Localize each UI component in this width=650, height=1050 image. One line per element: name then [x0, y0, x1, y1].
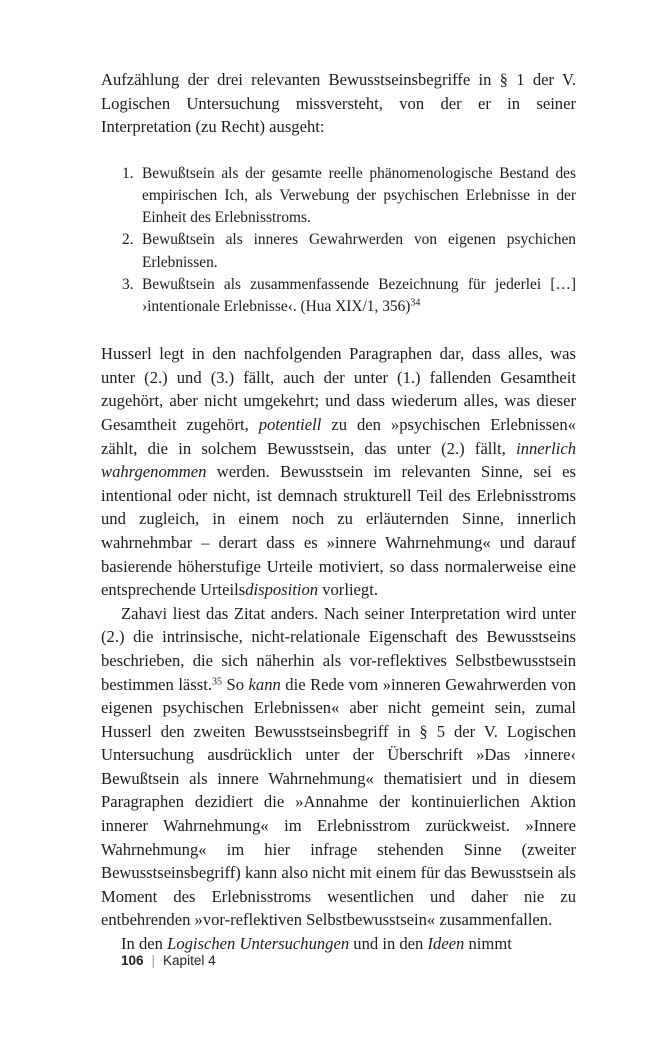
intro-paragraph: Aufzählung der drei relevanten Bewusstseinsbegriffe in § 1 der V. Logischen Untersuchung missversteht, von der er in seiner Interpretation (zu Recht) ausgeht: [101, 70, 576, 137]
text-run: zu den »psychischen Erlebnissen« zählt, die in solchem Bewusstsein, das unter (2.) fällt, [101, 414, 576, 458]
emphasis: disposition [245, 580, 319, 600]
list-item-number: 2. [122, 231, 134, 249]
text-run: die Rede vom »inneren Gewahrwerden von eigenen psychischen Erlebnissen« aber nicht gemeint sein, zumal Husserl den zweiten Bewusstseinsbegriff in § 5 der V. Logischen Untersuchung ausdrücklich unter der Überschrift »Das ›innere‹ Bewußtsein als innere Wahrnehmung« thematisiert und in diesem Paragraphen dezidiert die »Annahme der kontinuierlichen Aktion innerer Wahrnehmung« im Erlebnisstrom zurückweist. »Innere Wahrnehmung« im hier infrage stehenden Sinne (zweiter Bewusstseinsbegriff) kann also nicht mit einem für das Bewusstsein als Moment des Erlebnisstroms wesentlichen und daher nie zu entbehrenden »vor-reflektiven Selbstbewusstsein« zusammenfallen. [101, 674, 576, 930]
chapter-label: Kapitel 4 [163, 953, 216, 968]
list-item-number: 1. [122, 164, 134, 182]
list-item-number: 3. [122, 275, 134, 293]
emphasis: Ideen [427, 934, 465, 954]
list-item-text: Bewußtsein als zusammenfassende Bezeichnung für jederlei […] ›intentionale Erlebnisse‹. (Hua XIX/1, 356) [142, 275, 576, 315]
footnote-marker: 35 [211, 676, 222, 688]
text-body [101, 68, 576, 956]
paragraph-husserl [101, 342, 576, 602]
emphasis: Logischen Untersuchungen [167, 934, 350, 954]
list-item-text: Bewußtsein als inneres Gewahrwerden von eigenen psychichen Erlebnissen. [142, 231, 576, 271]
text-run: und in den [349, 934, 428, 954]
text-run: Husserl legt in den nachfolgenden Paragraphen dar, dass alles, was unter (2.) und (3.) fällt, auch der unter (1.) fallenden Gesamtheit zugehört, aber nicht umgekehrt; und dass wiederum alles, was dieser Gesamtheit zugehört, [101, 344, 576, 434]
list-item [101, 274, 576, 318]
text-run: werden. Bewusstsein im relevanten Sinne, sei es intentional oder nicht, ist demnach strukturell Teil des Erlebnisstroms und zugleich, in einem noch zu erläuternden Sinne, innerlich wahrnehmbar – derart dass es »innere Wahrnehmung« und darauf basierende höherstufige Urteile motiviert, so dass normalerweise eine entsprechende Urteils [101, 462, 576, 600]
page-footer [121, 953, 216, 968]
quoted-definition-list [101, 163, 576, 318]
text-run: vorliegt. [318, 580, 378, 600]
text-run: Zahavi liest das Zitat anders. Nach seiner Interpretation wird unter (2.) die intrinsische, nicht-relationale Eigenschaft des Bewusstseins beschrieben, die sich näherhin als vor-reflektives Selbstbewusstsein bestimmen lässt. [101, 603, 576, 694]
text-run: So [221, 674, 249, 694]
footnote-marker: 34 [410, 297, 421, 309]
page-number: 106 [121, 953, 144, 968]
emphasis: potentiell [258, 414, 322, 434]
emphasis: kann [248, 674, 281, 694]
text-run: In den [121, 934, 168, 954]
paragraph-zahavi [101, 602, 576, 932]
list-item [101, 229, 576, 273]
emphasis: innerlich wahrgenommen [101, 438, 576, 482]
footer-separator: | [151, 953, 156, 968]
list-item-text: Bewußtsein als der gesamte reelle phänomenologische Bestand des empirischen Ich, als Verwebung der psychischen Erlebnisse in der Einheit des Erlebnisstroms. [142, 164, 576, 227]
text-run: nimmt [464, 934, 512, 954]
list-item [101, 163, 576, 230]
